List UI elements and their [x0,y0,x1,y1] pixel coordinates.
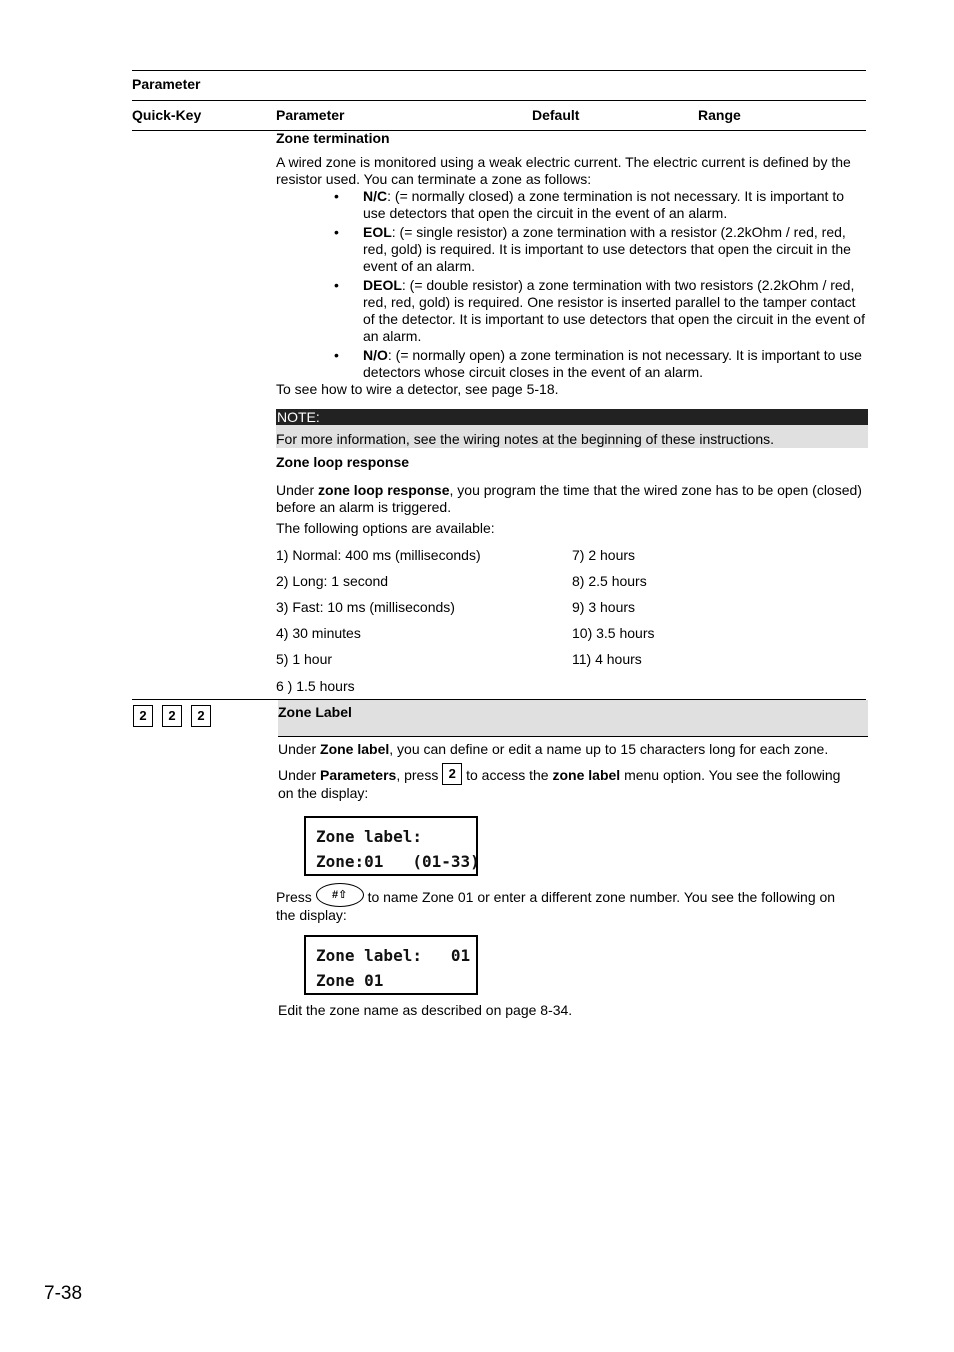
text-span: , press [396,767,443,783]
text-span: Under [278,741,321,757]
text-span: to name Zone 01 or enter a different zone number. You see the following on the display: [276,889,836,923]
quick-key-3: 2 [191,705,211,727]
lcd-line-1: Zone label: 01 [316,946,471,965]
bullet-term: N/C [363,188,388,204]
zone-label-heading: Zone Label [278,704,352,720]
text-bold: zone label [552,767,621,783]
text-span: menu option. You see the following on the display: [278,767,841,801]
text-span: , you program the time that the wired zone has to be open (closed) before an alarm is triggered. [276,482,862,515]
list-item [276,277,866,345]
lcd-line-1: Zone label: [316,827,422,846]
option-left-6: 6 ) 1.5 hours [276,678,355,694]
text-span: Under [276,482,319,498]
zone-loop-intro [276,482,866,516]
option-left-4: 4) 30 minutes [276,625,361,641]
hash-key-icon: #⇧ [316,883,364,907]
text-span: to access the [462,767,553,783]
col-quickkey: Quick-Key [132,107,202,123]
zone-termination-intro: A wired zone is monitored using a weak electric current. The electric current is defined by the resistor used. You can terminate a zone as follows: [276,154,851,187]
zone-label-heading-band [278,700,868,737]
lcd-line-2: Zone 01 [316,971,384,990]
options-intro: The following options are available: [276,520,495,536]
zone-loop-heading: Zone loop response [276,454,410,470]
zone-label-para-2 [278,763,858,802]
note-body [276,425,868,448]
lcd-line-2: Zone:01 (01-33) [316,852,480,871]
bullet-icon: • [334,347,339,363]
bullet-text: : (= double resistor) a zone termination with two resistors (2.2kOhm / red, red, red, gold) is required. One resistor is inserted parallel to the tamper contact of the detector. It is important to use detectors that open the circuit in the event of an alarm. [363,277,865,344]
header-bottom-rule [132,130,866,131]
bullet-text: : (= single resistor) a zone termination with a resistor (2.2kOhm / red, red, red, gold) is required. It is important to use detectors that open the circuit in the event of an alarm. [363,224,851,274]
key-2-icon: 2 [442,763,462,785]
bullet-text: : (= normally open) a zone termination is not necessary. It is important to use detectors whose circuit closes in the event of an alarm. [363,347,862,380]
list-item [276,188,866,222]
wiring-reference: To see how to wire a detector, see page 5-18. [276,381,559,397]
header-top-rule [132,70,866,71]
option-right-10: 10) 3.5 hours [572,625,655,641]
header-group-label: Parameter [132,76,201,92]
edit-zone-name-note: Edit the zone name as described on page 8-34. [278,1002,573,1018]
quick-key-1: 2 [133,705,153,727]
quick-key-2: 2 [162,705,182,727]
col-default: Default [532,107,580,123]
page-number: 7-38 [44,1283,83,1304]
note-title-bar [276,409,868,425]
option-right-11: 11) 4 hours [572,651,642,667]
lcd-display-2 [304,935,478,995]
list-item [276,224,866,275]
col-parameter: Parameter [276,107,345,123]
text-span: , you can define or edit a name up to 15 characters long for each zone. [389,741,829,757]
option-left-5: 5) 1 hour [276,651,333,667]
zone-label-para-1 [278,741,868,758]
option-right-9: 9) 3 hours [572,599,636,615]
header-mid-rule [132,100,866,101]
termination-options-list [276,188,866,383]
text-bold: zone loop response [318,482,450,498]
zone-termination-heading: Zone termination [276,130,390,146]
bullet-icon: • [334,277,339,293]
text-bold: Parameters [320,767,397,783]
text-span: Under [278,767,321,783]
option-left-3: 3) Fast: 10 ms (milliseconds) [276,599,455,615]
text-bold: Zone label [320,741,390,757]
note-text: For more information, see the wiring notes at the beginning of these instructions. [276,431,775,447]
zone-label-para-3 [276,883,856,924]
option-right-8: 8) 2.5 hours [572,573,647,589]
option-left-2: 2) Long: 1 second [276,573,389,589]
lcd-display-1 [304,816,478,876]
option-right-7: 7) 2 hours [572,547,636,563]
note-title: NOTE: [277,409,320,425]
bullet-icon: • [334,188,339,204]
text-span: Press [276,889,316,905]
bullet-term: EOL [363,224,392,240]
bullet-text: : (= normally closed) a zone termination is not necessary. It is important to use detectors that open the circuit in the event of an alarm. [363,188,845,221]
bullet-icon: • [334,224,339,240]
option-left-1: 1) Normal: 400 ms (milliseconds) [276,547,481,563]
col-range: Range [698,107,741,123]
bullet-term: N/O [363,347,388,363]
bullet-term: DEOL [363,277,402,293]
list-item [276,347,866,381]
